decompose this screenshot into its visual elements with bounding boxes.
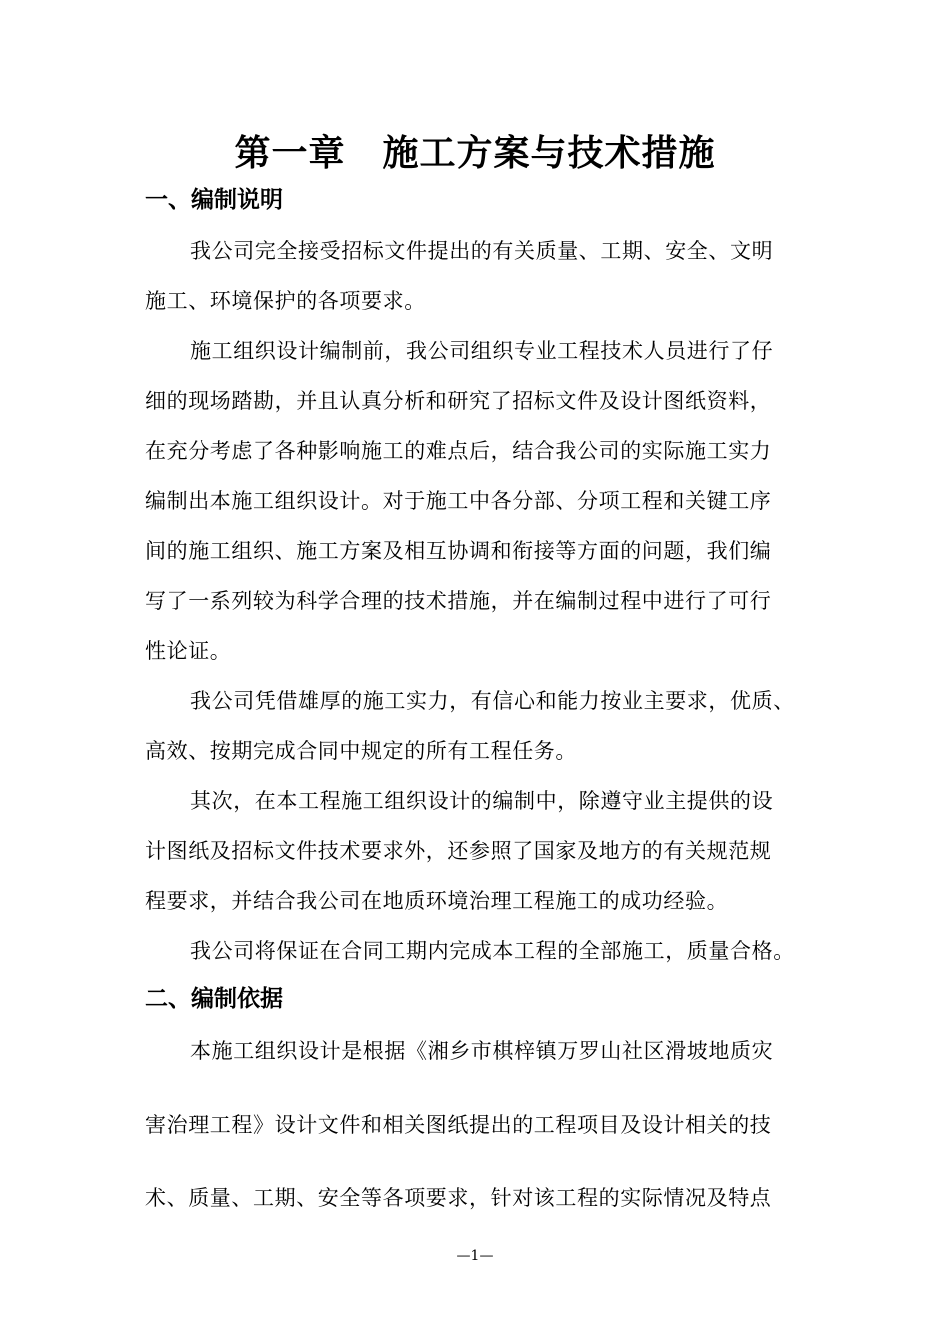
paragraph-line: 细的现场踏勘，并且认真分析和研究了招标文件及设计图纸资料，	[145, 389, 772, 413]
chapter-title: 第一章 施工方案与技术措施	[234, 132, 716, 174]
paragraph-line: 本施工组织设计是根据《湘乡市棋梓镇万罗山社区滑坡地质灾	[190, 1039, 774, 1063]
paragraph-line: 我公司将保证在合同工期内完成本工程的全部施工，质量合格。	[190, 939, 795, 963]
section-heading-1: 一、编制说明	[145, 187, 283, 213]
section-heading-2: 二、编制依据	[145, 986, 283, 1012]
paragraph-line: 计图纸及招标文件技术要求外，还参照了国家及地方的有关规范规	[145, 839, 772, 863]
paragraph-line: 间的施工组织、施工方案及相互协调和衔接等方面的问题，我们编	[145, 539, 772, 563]
paragraph-line: 施工组织设计编制前，我公司组织专业工程技术人员进行了仔	[190, 339, 774, 363]
paragraph-line: 施工、环境保护的各项要求。	[145, 289, 426, 313]
paragraph-line: 我公司完全接受招标文件提出的有关质量、工期、安全、文明	[190, 239, 774, 263]
page-number: —1—	[456, 1248, 494, 1264]
paragraph-line: 其次，在本工程施工组织设计的编制中，除遵守业主提供的设	[190, 789, 774, 813]
paragraph-line: 害治理工程》设计文件和相关图纸提出的工程项目及设计相关的技	[145, 1113, 772, 1137]
paragraph-line: 写了一系列较为科学合理的技术措施，并在编制过程中进行了可行	[145, 589, 772, 613]
paragraph-line: 程要求，并结合我公司在地质环境治理工程施工的成功经验。	[145, 889, 729, 913]
paragraph-line: 性论证。	[145, 639, 232, 663]
paragraph-line: 在充分考虑了各种影响施工的难点后，结合我公司的实际施工实力	[145, 439, 772, 463]
paragraph-line: 我公司凭借雄厚的施工实力，有信心和能力按业主要求，优质、	[190, 689, 795, 713]
paragraph-line: 编制出本施工组织设计。对于施工中各分部、分项工程和关键工序	[145, 489, 772, 513]
paragraph-line: 高效、按期完成合同中规定的所有工程任务。	[145, 739, 577, 763]
paragraph-line: 术、质量、工期、安全等各项要求，针对该工程的实际情况及特点	[145, 1186, 772, 1210]
